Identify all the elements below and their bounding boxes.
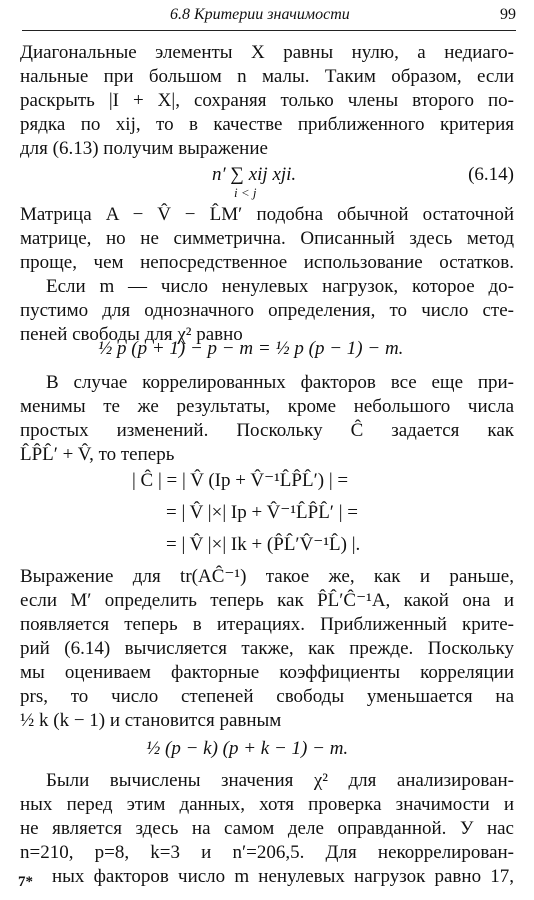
equation-6-14: n′ ∑ xij xji. [212, 164, 297, 185]
text-line: Матрица A − V̂ − L̂M′ подобна обычной остаточной [20, 204, 514, 225]
section-title: 6.8 Критерии значимости [170, 6, 350, 23]
text-line: пеней свободы для χ² равно [20, 324, 243, 345]
text-line: рядка по xij, то в качестве приближенного критерия [20, 114, 514, 135]
text-line: не является здесь на самом деле оправданной. У нас [20, 818, 514, 839]
text-line: Были вычислены значения χ² для анализирован- [46, 770, 514, 791]
text-line: L̂P̂L̂′ + V̂, то теперь [20, 444, 175, 465]
running-header [22, 4, 516, 31]
text-line: проще, чем непосредственное использование остатков. [20, 252, 514, 273]
text-line: если M′ определить теперь как P̂L̂′Ĉ⁻¹A, какой она и [20, 590, 514, 611]
text-line: ных факторов число m ненулевых нагрузок равно 17, [52, 866, 514, 887]
text-line: для (6.13) получим выражение [20, 138, 268, 159]
signature-mark: 7* [18, 874, 33, 890]
text-line: появляется теперь в итерациях. Приближенный крите- [20, 614, 514, 635]
page-number: 99 [500, 6, 516, 23]
text-line: мы оцениваем факторные коэффициенты корреляции [20, 662, 514, 683]
equation-6-14-subscript: i < j [234, 185, 257, 200]
text-line: простых изменений. Поскольку Ĉ задается как [20, 420, 514, 441]
text-line: пустимо для однозначного определения, то число сте- [20, 300, 514, 321]
text-line: Диагональные элементы X равны нулю, а недиаго- [20, 42, 514, 63]
text-line: ных перед этим данных, хотя проверка значимости и [20, 794, 514, 815]
text-line: рий (6.14) вычисляется также, как прежде. Поскольку [20, 638, 514, 659]
text-line: Выражение для tr(AĈ⁻¹) такое же, как и раньше, [20, 566, 514, 587]
text-line: n=210, p=8, k=3 и n′=206,5. Для некоррелирован- [20, 842, 514, 863]
equation-determinant-line: = | V̂ |×| Ip + V̂⁻¹L̂P̂L̂′ | = [166, 502, 358, 523]
equation-determinant-line: = | V̂ |×| Ik + (P̂L̂′V̂⁻¹L̂) |. [166, 534, 361, 555]
text-line: В случае коррелированных факторов все еще при- [46, 372, 514, 393]
text-line: матрице, но не симметрична. Описанный здесь метод [20, 228, 514, 249]
equation-degrees-of-freedom: ½ p (p + 1) − p − m = ½ p (p − 1) − m. [98, 338, 404, 359]
text-line: prs, то число степеней свободы уменьшается на [20, 686, 514, 707]
text-line: нальные при большом n малы. Таким образом, если [20, 66, 514, 87]
equation-determinant-line: | Ĉ | = | V̂ (Ip + V̂⁻¹L̂P̂L̂′) | = [132, 470, 349, 491]
text-line: раскрыть |I + X|, сохраняя только члены второго по- [20, 90, 514, 111]
equation-degrees-of-freedom-correlated: ½ (p − k) (p + k − 1) − m. [146, 738, 349, 759]
text-line: Если m — число ненулевых нагрузок, которое до- [46, 276, 514, 297]
text-line: ½ k (k − 1) и становится равным [20, 710, 282, 731]
text-line: менимы те же результаты, кроме небольшого числа [20, 396, 514, 417]
equation-number: (6.14) [468, 164, 514, 185]
